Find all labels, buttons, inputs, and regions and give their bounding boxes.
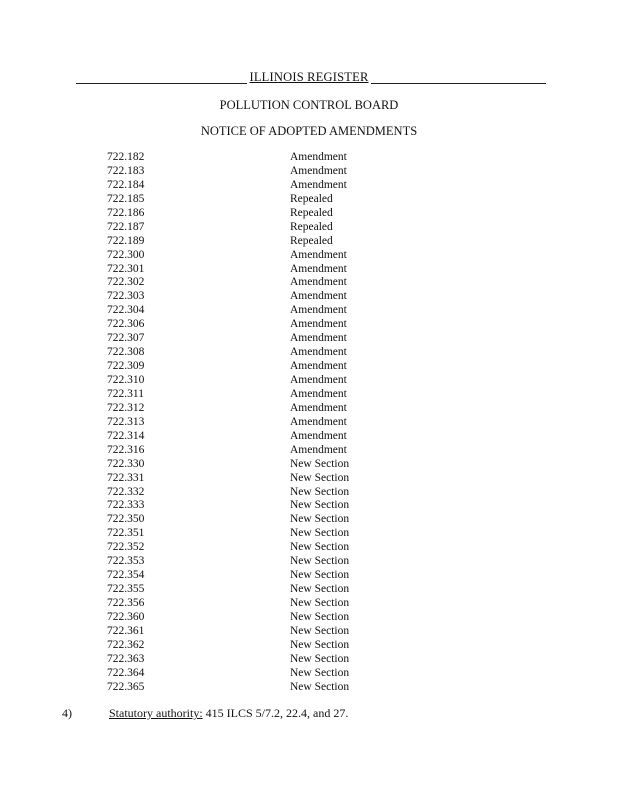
- section-action: New Section: [290, 541, 350, 554]
- section-action: New Section: [290, 597, 350, 609]
- section-action: Repealed: [290, 220, 333, 233]
- section-row: [0, 151, 618, 165]
- section-row: [0, 360, 618, 374]
- section-action: New Section: [290, 680, 350, 693]
- section-number: 722.356: [107, 597, 145, 609]
- section-action: New Section: [290, 666, 350, 679]
- section-action: New Section: [290, 499, 350, 512]
- section-row: [0, 416, 618, 430]
- section-row: [0, 444, 618, 458]
- section-row: [0, 625, 618, 639]
- section-number: 722.311: [107, 387, 144, 400]
- section-action: New Section: [290, 583, 350, 596]
- section-row: [0, 221, 618, 235]
- section-row: [0, 527, 618, 541]
- section-action: Repealed: [290, 192, 333, 205]
- section-row: [0, 486, 618, 500]
- statutory-authority: [62, 706, 348, 721]
- section-number: 722.184: [107, 178, 145, 191]
- section-row: [0, 207, 618, 221]
- section-number: 722.189: [107, 234, 145, 247]
- section-row: [0, 193, 618, 207]
- board-title: POLLUTION CONTROL BOARD: [219, 98, 399, 112]
- section-action: Amendment: [290, 262, 347, 275]
- section-number: 722.314: [107, 429, 145, 442]
- section-number: 722.301: [107, 262, 145, 275]
- section-row: [0, 653, 618, 667]
- section-number: 722.330: [107, 457, 145, 470]
- section-action: New Section: [290, 569, 350, 582]
- section-number: 722.308: [107, 346, 145, 359]
- section-action: Amendment: [290, 443, 347, 456]
- register-title: [0, 70, 618, 85]
- section-action: Amendment: [290, 415, 347, 428]
- section-number: 722.306: [107, 318, 145, 331]
- section-action: New Section: [290, 652, 350, 665]
- section-number: 722.355: [107, 583, 145, 596]
- section-action: Amendment: [290, 387, 347, 400]
- section-row: [0, 499, 618, 513]
- section-action: Amendment: [290, 332, 347, 345]
- section-action: Amendment: [290, 178, 347, 191]
- section-number: 722.350: [107, 513, 145, 526]
- section-number: 722.361: [107, 624, 145, 637]
- section-number: 722.332: [107, 485, 145, 498]
- section-number: 722.312: [107, 401, 145, 414]
- section-row: [0, 249, 618, 263]
- section-row: [0, 165, 618, 179]
- section-row: [0, 290, 618, 304]
- section-row: [0, 235, 618, 249]
- section-number: 722.352: [107, 541, 145, 554]
- section-row: [0, 681, 618, 695]
- section-row: [0, 472, 618, 486]
- section-action: Amendment: [290, 151, 347, 163]
- section-row: [0, 346, 618, 360]
- section-action: New Section: [290, 624, 350, 637]
- section-number: 722.362: [107, 638, 145, 651]
- section-number: 722.302: [107, 276, 145, 289]
- section-row: [0, 179, 618, 193]
- section-row: [0, 667, 618, 681]
- section-action: Amendment: [290, 318, 347, 331]
- section-row: [0, 458, 618, 472]
- section-number: 722.185: [107, 192, 145, 205]
- section-number: 722.300: [107, 248, 145, 261]
- section-row: [0, 541, 618, 555]
- section-number: 722.186: [107, 206, 145, 219]
- section-row: [0, 388, 618, 402]
- section-action: Amendment: [290, 429, 347, 442]
- section-action: Amendment: [290, 360, 347, 373]
- section-number: 722.316: [107, 443, 145, 456]
- section-number: 722.183: [107, 164, 145, 177]
- section-action: New Section: [290, 457, 350, 470]
- section-action: New Section: [290, 638, 350, 651]
- section-action: Amendment: [290, 346, 347, 359]
- section-row: [0, 513, 618, 527]
- section-number: 722.365: [107, 680, 145, 693]
- register-title-text: ILLINOIS REGISTER: [249, 70, 369, 84]
- section-number: 722.313: [107, 415, 145, 428]
- section-row: [0, 304, 618, 318]
- section-action: Repealed: [290, 234, 333, 247]
- section-action: Amendment: [290, 164, 347, 177]
- section-number: 722.304: [107, 304, 145, 317]
- section-number: 722.353: [107, 555, 145, 568]
- section-action: Repealed: [290, 206, 333, 219]
- section-action: Amendment: [290, 248, 347, 261]
- section-action: Amendment: [290, 304, 347, 317]
- authority-label: Statutory authority:: [109, 706, 203, 720]
- section-action: Amendment: [290, 401, 347, 414]
- section-number: 722.310: [107, 374, 145, 386]
- section-number: 722.364: [107, 666, 145, 679]
- section-row: [0, 569, 618, 583]
- section-action: New Section: [290, 555, 350, 568]
- section-list: [0, 151, 618, 695]
- section-row: [0, 611, 618, 625]
- section-action: Amendment: [290, 276, 347, 289]
- section-number: 722.303: [107, 290, 145, 303]
- section-action: New Section: [290, 527, 350, 540]
- section-action: New Section: [290, 485, 350, 498]
- section-row: [0, 263, 618, 277]
- notice-title: NOTICE OF ADOPTED AMENDMENTS: [200, 124, 418, 138]
- section-number: 722.354: [107, 569, 145, 582]
- section-number: 722.182: [107, 151, 145, 163]
- section-number: 722.351: [107, 527, 145, 540]
- section-number: 722.360: [107, 610, 145, 623]
- section-number: 722.363: [107, 652, 145, 665]
- section-number: 722.187: [107, 220, 145, 233]
- section-action: New Section: [290, 471, 350, 484]
- item-number: 4): [62, 706, 72, 720]
- section-row: [0, 555, 618, 569]
- section-row: [0, 639, 618, 653]
- section-action: New Section: [290, 513, 350, 526]
- section-row: [0, 430, 618, 444]
- section-row: [0, 402, 618, 416]
- section-number: 722.309: [107, 360, 145, 373]
- section-row: [0, 332, 618, 346]
- section-row: [0, 318, 618, 332]
- authority-text: 415 ILCS 5/7.2, 22.4, and 27.: [205, 706, 349, 720]
- section-action: Amendment: [290, 290, 347, 303]
- section-row: [0, 583, 618, 597]
- section-action: New Section: [290, 610, 350, 623]
- section-action: Amendment: [290, 374, 347, 386]
- section-row: [0, 374, 618, 388]
- section-number: 722.333: [107, 499, 145, 512]
- section-row: [0, 597, 618, 611]
- section-number: 722.331: [107, 471, 145, 484]
- section-row: [0, 276, 618, 290]
- section-number: 722.307: [107, 332, 145, 345]
